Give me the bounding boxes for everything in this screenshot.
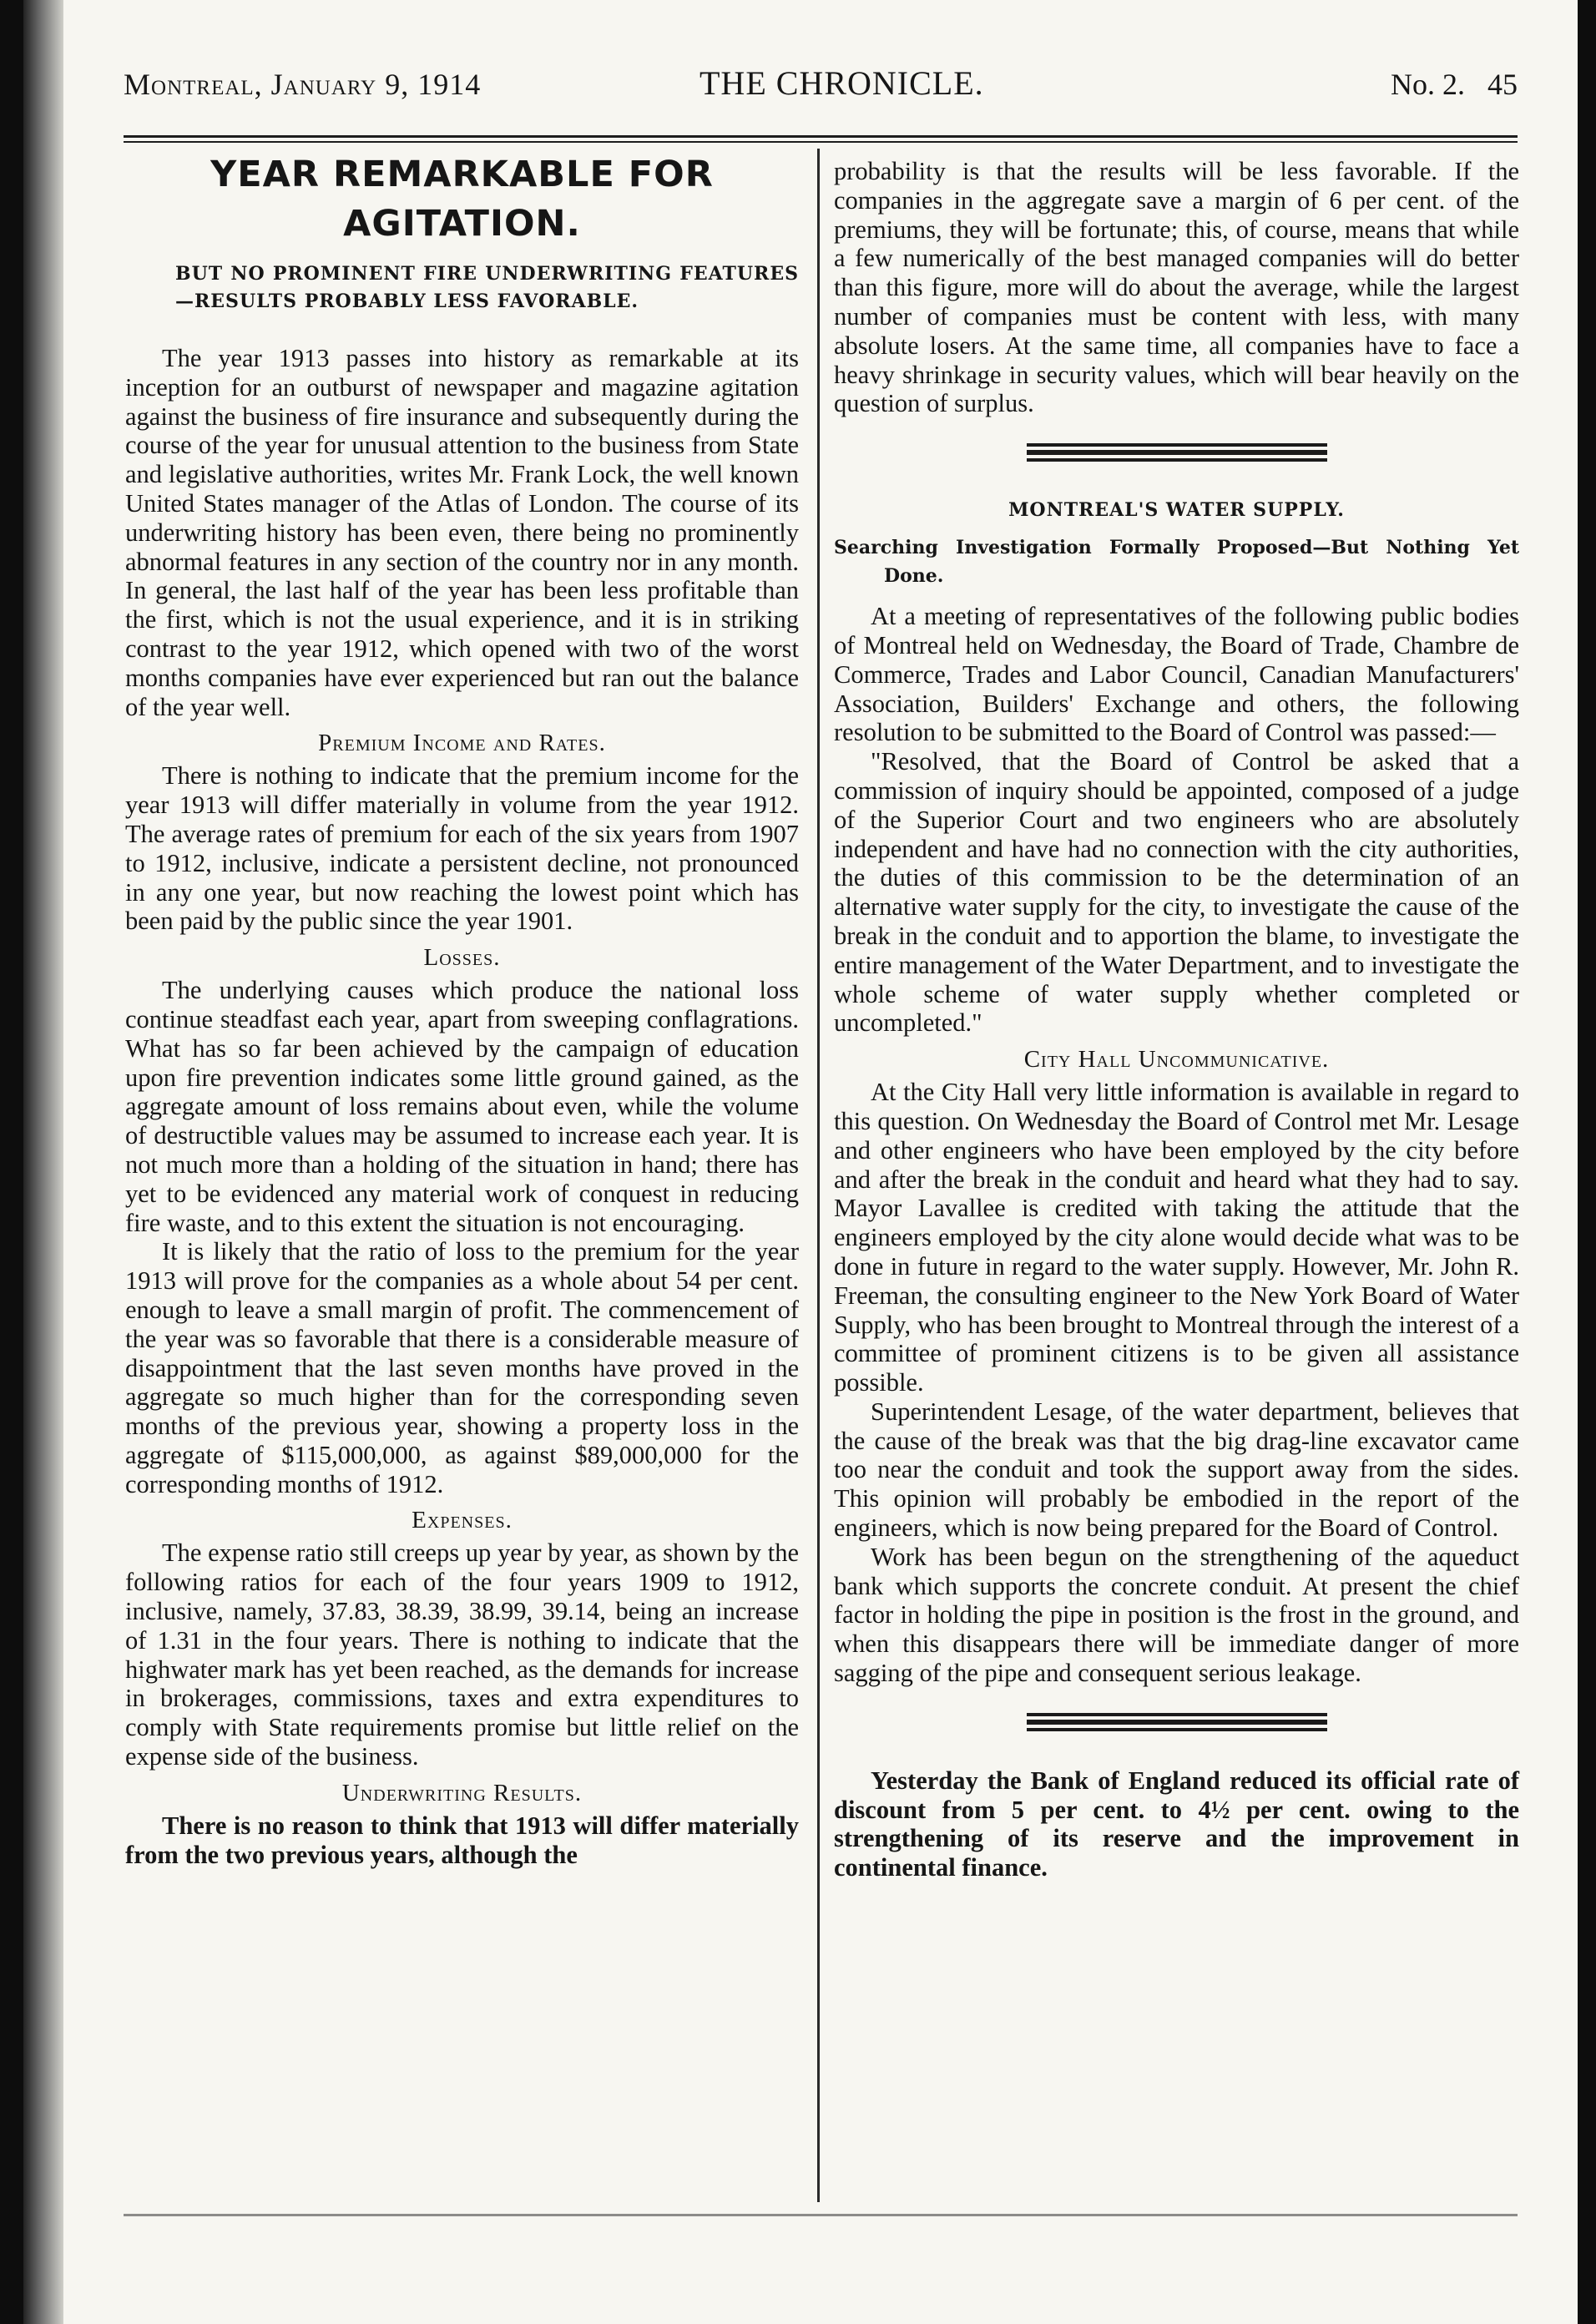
header-publication-title: THE CHRONICLE. [700, 64, 984, 102]
section-heading-city-hall: City Hall Uncommunicative. [1023, 1046, 1330, 1074]
article-paragraph: At the City Hall very little information is available in regard to this question. On Wednesday the Board of Control met Mr. Lesage and other engineers who have been employed by the city before and after the break in the conduit and heard what they had to say. Mayor Lavallee is credited with taking the attitude that the engineers employed by the city alone would decide what was to be done in future in regard to the water supply. However, Mr. John R. Freeman, the consulting engineer to the New York Board of Water Supply, who has been brought to Montreal through the interest of a committee of prominent citizens is to be given all assistance possible. [834, 1078, 1519, 1397]
left-column [125, 150, 799, 1869]
section-heading-premium: Premium Income and Rates. [318, 730, 606, 757]
article-paragraph: There is nothing to indicate that the premium income for the year 1913 will differ materially in volume from the year 1912. The average rates of premium for each of the six years from 1907 to 1912, inclusive, indicate a persistent decline, not pronounced in any one year, but now reaching the lowest point which has been paid by the public since the year 1901. [125, 761, 799, 936]
article-paragraph: The year 1913 passes into history as remarkable at its inception for an outburst of newspaper and magazine agitation against the business of fire insurance and subsequently during the course of the year for unusual attention to the business from State and legislative authorities, writes Mr. Frank Lock, the well known United States manager of the Atlas of London. The course of its underwriting history has been even, there being no prominently abnormal features in any section of the country nor in any month. In general, the last half of the year has been less profitable than the first, which is not the usual experience, and it is in striking contrast to the year 1912, which opened with two of the worst months companies have ever experienced but ran out the balance of the year well. [125, 344, 799, 721]
article-paragraph: Work has been begun on the strengthening of the aqueduct bank which supports the concrete conduit. At present the chief factor in holding the pipe in position is the frost in the ground, and when this disappears there will be immediate danger of more sagging of the pipe and consequent serious leakage. [834, 1542, 1519, 1688]
section-ornament-rule [1027, 1713, 1327, 1731]
article-paragraph: There is no reason to think that 1913 will differ materially from the two previous years, although the [125, 1811, 799, 1869]
article-paragraph: "Resolved, that the Board of Control be asked that a commission of inquiry should be appointed, composed of a judge of the Superior Court and two engineers who are absolutely independent and have had no connection with the city authorities, the duties of this commission to be the determination of an alternative water supply for the city, to investigate the cause of the break in the conduit and to apportion the blame, to investigate the entire management of the Water Department, and to investigate the whole scheme of water supply whether completed or uncompleted." [834, 747, 1519, 1038]
section-ornament-rule [1027, 443, 1327, 462]
header-rule [124, 135, 1518, 143]
header-issue-page: No. 2. 45 [1391, 68, 1518, 101]
header-dateline: Montreal, January 9, 1914 [124, 68, 482, 101]
article-paragraph: The expense ratio still creeps up year by year, as shown by the following ratios for each of the four years 1909 to 1912, inclusive, namely, 37.83, 38.39, 38.99, 39.14, being an increase of 1.31 in the four years. There is nothing to indicate that the highwater mark has yet been reached, as the demands for increase in brokerages, commissions, taxes and extra expenditures to comply with State requirements promise but little relief on the expense side of the business. [125, 1538, 799, 1771]
footer-rule [124, 2214, 1518, 2216]
bank-note-paragraph: Yesterday the Bank of England reduced its official rate of discount from 5 per cent. to 4½ per cent. owing to the strengthening of its reserve and the improvement in continental finance. [834, 1766, 1519, 1882]
article-paragraph: The underlying causes which produce the national loss continue steadfast each year, apart from sweeping conflagrations. What has so far been achieved by the campaign of education upon fire prevention indicates some little ground gained, as the aggregate amount of loss remains about even, while the volume of destructible values may be assumed to increase each year. It is not much more than a holding of the situation in hand; there has yet to be evidenced any material work of conquest in reducing fire waste, and to this extent the situation is not encouraging. [125, 976, 799, 1237]
page-binding-edge [23, 0, 63, 2324]
section-heading-losses: Losses. [423, 944, 501, 972]
continued-paragraph: probability is that the results will be less favorable. If the companies in the aggregate save a margin of 6 per cent. of the premiums, they will be fortunate; this, of course, means that while a few numerically of the best managed companies will do better than this figure, more will do about the average, while the largest number of companies must be content with less, with many absolute losers. At the same time, all companies have to face a heavy shrinkage in security values, which will bear heavily on the question of surplus. [834, 157, 1519, 418]
article-title: YEAR REMARKABLE FOR AGITATION. [210, 154, 714, 245]
right-column [834, 157, 1519, 1882]
article-paragraph: It is likely that the ratio of loss to the premium for the year 1913 will prove for the companies as a whole about 54 per cent. enough to leave a small margin of profit. The commencement of the year was so favorable that there is a considerable measure of disappointment that the last seven months have proved in the aggregate so much higher than for the corresponding seven months of the previous year, showing a property loss in the aggregate of $115,000,000, as against $89,000,000 for the corresponding months of 1912. [125, 1237, 799, 1498]
page-header [124, 58, 1518, 117]
section-heading-expenses: Expenses. [412, 1507, 513, 1534]
article-paragraph: Superintendent Lesage, of the water department, believes that the cause of the break was that the big drag-line excavator came too near the conduit and took the support away from the sides. This opinion will probably be embodied in the report of the engineers, which is now being prepared for the Board of Control. [834, 1397, 1519, 1543]
article-deck: BUT NO PROMINENT FIRE UNDERWRITING FEATURES—RESULTS PROBABLY LESS FAVORABLE. [175, 263, 799, 312]
section-heading-underwriting: Underwriting Results. [341, 1779, 583, 1806]
water-article-title: MONTREAL'S WATER SUPPLY. [1008, 499, 1345, 522]
newspaper-page [23, 0, 1578, 2324]
column-divider [817, 149, 820, 2202]
water-article-deck: Searching Investigation Formally Proposed—But Nothing Yet Done. [834, 537, 1519, 588]
article-paragraph: At a meeting of representatives of the following public bodies of Montreal held on Wednesday, the Board of Trade, Chambre de Commerce, Trades and Labor Council, Canadian Manufacturers' Association, Builders' Exchange and others, the following resolution to be submitted to the Board of Control was passed:— [834, 602, 1519, 747]
